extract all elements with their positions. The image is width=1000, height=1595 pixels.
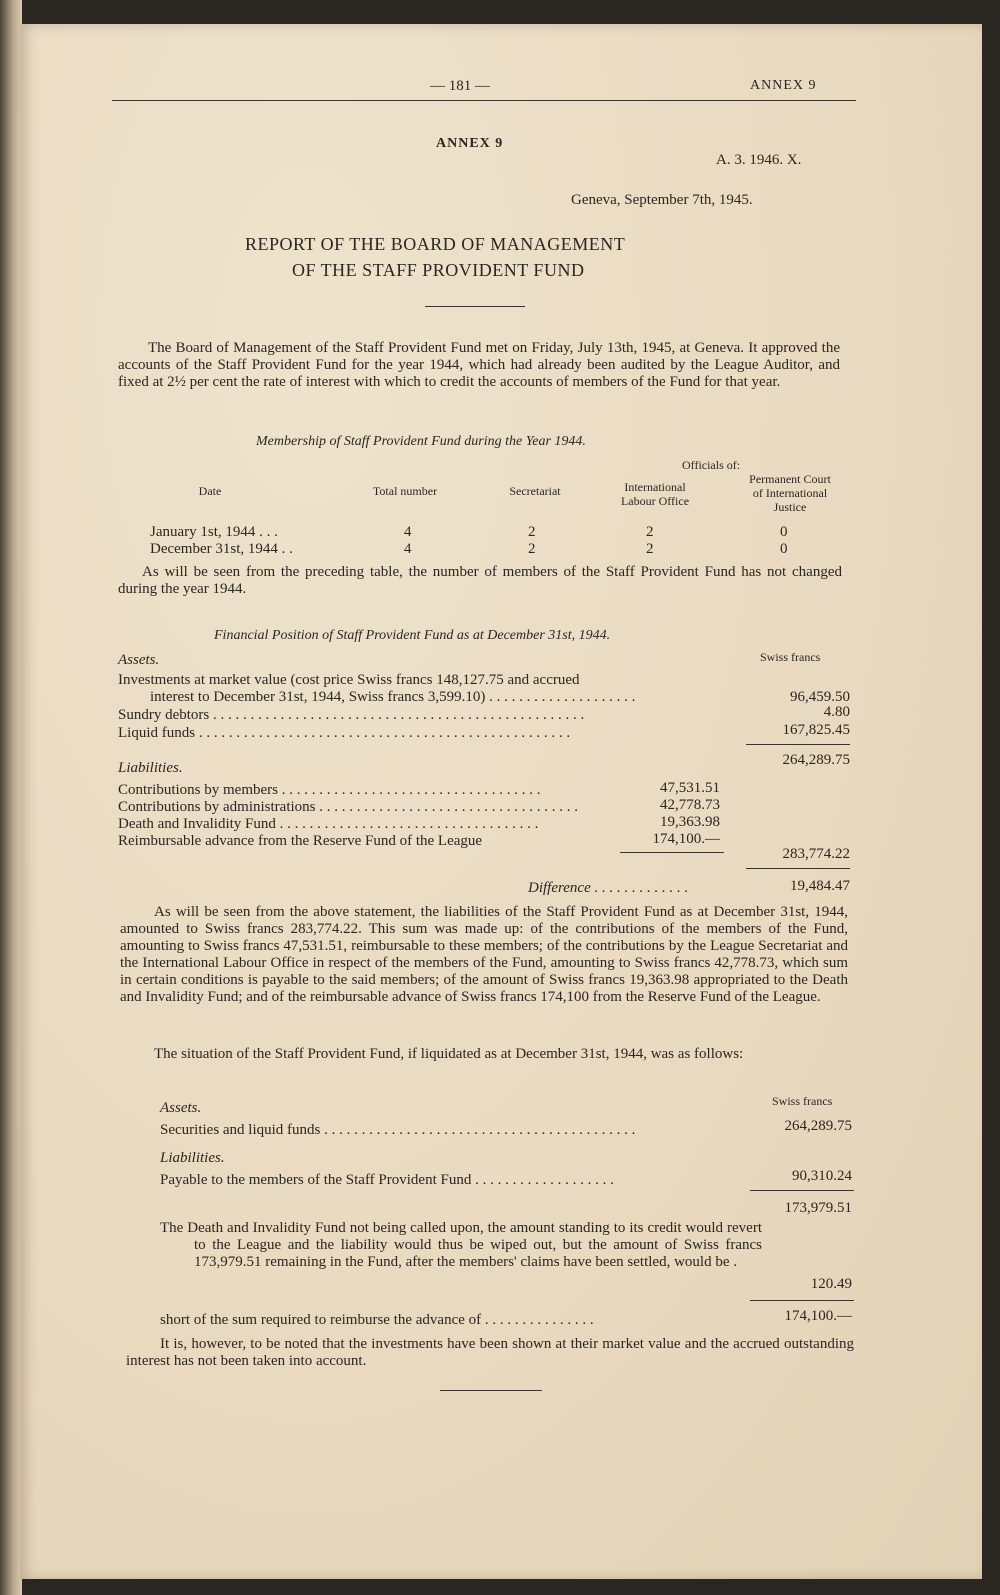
officials-of-header: Officials of: (682, 458, 741, 472)
row-secretariat: 2 (528, 524, 536, 540)
difference-rule (746, 868, 850, 869)
liquid-value: 167,825.45 (782, 722, 850, 738)
remaining-value: 173,979.51 (784, 1200, 852, 1216)
header-ilo (600, 480, 710, 508)
liquidation-currency-header: Swiss francs (772, 1094, 833, 1108)
page-number: — 181 — (430, 78, 490, 94)
document-page (20, 24, 982, 1579)
membership-caption: Membership of Staff Provident Fund during the Year 1944. (256, 434, 586, 449)
liability-label: Contributions by administrations (118, 799, 316, 815)
header-rule (112, 100, 856, 101)
death-fund-text: The Death and Invalidity Fund not being called upon, the amount standing to its credit would revert to the League and the liability would thus be wiped out, but the amount of Swiss francs 173,979.51 remaining in the Fund, after the members' claims have been settled, would be . (160, 1220, 762, 1270)
header-total: Total number (372, 484, 438, 498)
header-ilo-line2: Labour Office (620, 494, 690, 508)
currency-header: Swiss francs (760, 650, 821, 664)
row-pcij: 0 (780, 541, 788, 557)
end-rule (440, 1390, 542, 1391)
securities-value: 264,289.75 (784, 1118, 852, 1134)
membership-note: As will be seen from the preceding table, the number of members of the Staff Provident Fund has not changed during the year 1944. (118, 564, 842, 597)
liquidation-assets-label: Assets. (160, 1100, 202, 1116)
header-pcij-line3: Justice (773, 500, 807, 514)
header-pcij (730, 472, 850, 514)
securities-row: Securities and liquid funds . . . . . . . . . . . . . . . . . . . . . . . . . . . . . . . . . . . . . . . . . . (160, 1122, 636, 1138)
liability-label: Reimbursable advance from the Reserve Fund of the League (118, 833, 483, 849)
remaining-rule (750, 1190, 854, 1191)
investments-line2-row: interest to December 31st, 1944, Swiss francs 3,599.10) . . . . . . . . . . . . . . . . . . . . (150, 689, 636, 705)
liability-row: Contributions by administrations . . . . . . . . . . . . . . . . . . . . . . . . . . . . . . . . . . . (118, 799, 578, 815)
row-secretariat: 2 (528, 541, 536, 557)
row-ilo: 2 (646, 524, 654, 540)
payable-label: Payable to the members of the Staff Provident Fund (160, 1172, 472, 1188)
annex-title: ANNEX 9 (436, 136, 504, 151)
liquid-row: Liquid funds . . . . . . . . . . . . . . . . . . . . . . . . . . . . . . . . . . . . . . . . . . . . . . . . . . (118, 725, 571, 741)
financial-caption: Financial Position of Staff Provident Fund as at December 31st, 1944. (214, 628, 611, 643)
short-row: short of the sum required to reimburse the advance of . . . . . . . . . . . . . . . (160, 1312, 594, 1328)
short-value: 174,100.— (784, 1308, 852, 1324)
liability-value: 47,531.51 (660, 780, 720, 796)
liability-value: 174,100.— (652, 831, 720, 847)
assets-label: Assets. (118, 652, 160, 668)
investments-line1: Investments at market value (cost price Swiss francs 148,127.75 and accrued (118, 672, 580, 688)
header-date: Date (198, 484, 222, 498)
row-ilo: 2 (646, 541, 654, 557)
row-pcij: 0 (780, 524, 788, 540)
investments-line2: interest to December 31st, 1944, Swiss francs 3,599.10) (150, 689, 486, 705)
payable-value: 90,310.24 (792, 1168, 852, 1184)
row-date: January 1st, 1944 . . . (150, 524, 278, 540)
header-ilo-line1: International (624, 480, 686, 494)
title-rule (425, 306, 525, 307)
assets-sum-rule (746, 744, 850, 745)
payable-row: Payable to the members of the Staff Provident Fund . . . . . . . . . . . . . . . . . . . (160, 1172, 614, 1188)
liquid-label: Liquid funds (118, 725, 196, 741)
death-fund-value: 120.49 (810, 1276, 852, 1292)
document-reference: A. 3. 1946. X. (716, 152, 802, 168)
intro-paragraph: The Board of Management of the Staff Provident Fund met on Friday, July 13th, 1945, at Geneva. It approved the accounts of the Staff Provident Fund for the year 1944, which had already been audited by the League Auditor, and fixed at 2½ per cent the rate of interest with which to credit the accounts of members of the Fund for that year. (118, 340, 840, 390)
header-secretariat: Secretariat (509, 484, 561, 498)
liquidation-liabilities-label: Liabilities. (160, 1150, 225, 1166)
closing-paragraph: It is, however, to be noted that the investments have been shown at their market value and the accrued outstanding interest has not been taken into account. (126, 1336, 854, 1369)
liabilities-sum-rule (620, 852, 724, 853)
header-pcij-line2: of International (752, 486, 828, 500)
difference-label: Difference (528, 880, 591, 896)
liability-label: Contributions by members (118, 782, 278, 798)
book-spine (0, 0, 22, 1595)
liability-row: Death and Invalidity Fund . . . . . . . . . . . . . . . . . . . . . . . . . . . . . . . . . . . (118, 816, 539, 832)
place-date: Geneva, September 7th, 1945. (571, 192, 753, 208)
report-title-line2: OF THE STAFF PROVIDENT FUND (292, 260, 585, 280)
sundry-row: Sundry debtors . . . . . . . . . . . . . . . . . . . . . . . . . . . . . . . . . . . . . . . . . . . . . . . . . . (118, 707, 585, 723)
running-header-annex: ANNEX 9 (750, 78, 817, 93)
assets-total: 264,289.75 (782, 752, 850, 768)
securities-label: Securities and liquid funds (160, 1122, 321, 1138)
investments-value: 96,459.50 (790, 689, 850, 705)
sundry-label: Sundry debtors (118, 707, 210, 723)
short-rule (750, 1300, 854, 1301)
row-date: December 31st, 1944 . . (150, 541, 293, 557)
liability-label: Death and Invalidity Fund (118, 816, 276, 832)
row-total: 4 (404, 524, 412, 540)
liquidation-paragraph: The situation of the Staff Provident Fund, if liquidated as at December 31st, 1944, was as follows: (154, 1046, 744, 1062)
liability-value: 42,778.73 (660, 797, 720, 813)
sundry-value: 4.80 (823, 704, 850, 720)
difference-value: 19,484.47 (790, 878, 850, 894)
liabilities-label: Liabilities. (118, 760, 183, 776)
liabilities-total: 283,774.22 (782, 846, 850, 862)
difference-row: Difference . . . . . . . . . . . . . (528, 880, 689, 896)
liability-value: 19,363.98 (660, 814, 720, 830)
short-label: short of the sum required to reimburse the advance of (160, 1312, 482, 1328)
liability-row: Contributions by members . . . . . . . . . . . . . . . . . . . . . . . . . . . . . . . . . . . (118, 782, 541, 798)
row-total: 4 (404, 541, 412, 557)
header-pcij-line1: Permanent Court (749, 472, 831, 486)
report-title-line1: REPORT OF THE BOARD OF MANAGEMENT (245, 234, 626, 254)
statement-paragraph: As will be seen from the above statement, the liabilities of the Staff Provident Fund as at December 31st, 1944, amounted to Swiss francs 283,774.22. This sum was made up: of the contributions of the members of the Fund, amounting to Swiss francs 47,531.51, reimbursable to these members; of the contributions by the League Secretariat and the International Labour Office in respect of the members of the Fund, amounting to Swiss francs 42,778.73, which sum in certain conditions is payable to the said members; of the amount of Swiss francs 19,363.98 appropriated to the Death and Invalidity Fund; and of the reimbursable advance of Swiss francs 174,100 from the Reserve Fund of the League. (120, 904, 848, 1005)
